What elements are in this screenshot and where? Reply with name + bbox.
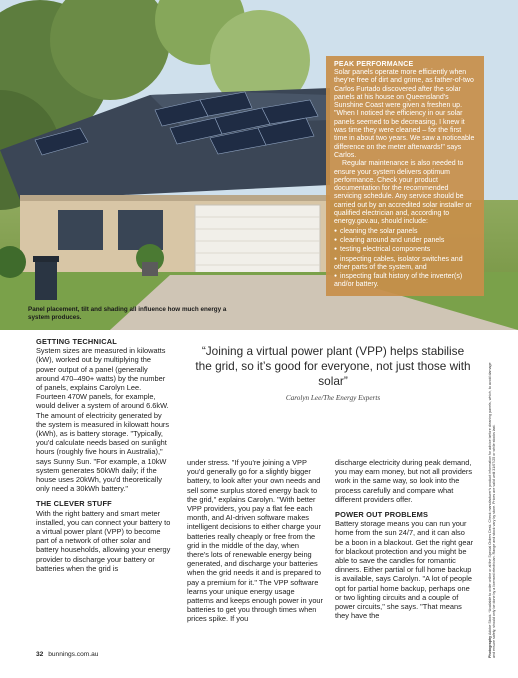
infobox-para-1: Solar panels operate more efficiently when they're free of dirt and grime, as father-of-two Carlos Furtado discovered after the solar panels at his house on Queensland's Sunshine Coast were given a freshen up. "When I noticed the efficiency in our solar panels seemed to be decreasing, I knew it was time they were cleaned – for the first time in about two years. We saw a noticeable difference on the meter afterwards!" says Carlos. <box>334 69 475 159</box>
page-footer <box>36 651 98 658</box>
list-item: ● inspecting cables, isolator switches and other parts of the system, and <box>334 255 476 273</box>
list-item: ● inspecting fault history of the inverter(s) and/or battery. <box>334 272 476 290</box>
credit-text: Adobe Stock. *Available to order online or at the Special Orders Desk. Check manufacturer's product information for advice before cleaning panels, which, to avoid damage and ensure safety, should only be done by a licensed electrician. Range and stock vary by store. Prices are valid until 31/07/25 or while stocks last. <box>488 362 497 658</box>
list-item: ● testing electrical components <box>334 245 476 254</box>
photo-caption: Panel placement, tilt and shading all influence how much energy a system produces. <box>28 306 227 321</box>
paragraph: under stress. "If you're joining a VPP you'd generally go for a slightly bigger battery, to look after your own needs and sell some surplus stored energy back to the grid," explains Carolyn. "With better VPP providers, you pay a flat fee each month, and AI-driven software makes intelligent decisions to either charge your batteries really cheaply or free from the grid in the middle of the day, when there's lots of renewable energy being generated, and discharge your batteries when the grid needs it and is prepared to pay a premium for it." The VPP software learns your unique energy usage patterns and keeps enough power in your batteries to get you through times when prices spike. If you <box>187 458 323 624</box>
pull-quote <box>194 344 472 402</box>
infobox-bullet-list <box>334 227 476 290</box>
pull-quote-attribution: Carolyn Lee/The Energy Experts <box>285 393 381 402</box>
paragraph: With the right battery and smart meter installed, you can connect your battery to a virtual power plant (VPP) to become part of a network of other solar and battery households, allowing your energy provider to discharge your battery or batteries when the grid is <box>36 508 171 573</box>
section-heading: GETTING TECHNICAL <box>36 337 117 346</box>
credit-label: Photography <box>488 635 492 658</box>
infobox-title: PEAK PERFORMANCE <box>334 61 414 68</box>
section-heading: THE CLEVER STUFF <box>36 499 112 509</box>
site-url: bunnings.com.au <box>48 651 99 658</box>
article-column-1 <box>36 337 171 573</box>
page-number: 32 <box>36 651 44 658</box>
section-heading: POWER OUT PROBLEMS <box>335 510 429 520</box>
photo-credit <box>488 358 497 658</box>
paragraph: System sizes are measured in kilowatts (kW), worked out by multiplying the power output of a panel (generally around 470–490+ watts) by the number of panels, explains Carolyn Lee. Fourteen 470W panels, for example, would deliver a system of around 6.6kW. The amount of electricity generated by the system is measured in kilowatt hours (kWh), as is battery storage. "Typically, you'd calculate needs based on sunlight hours (roughly five hours in Australia)," says Sunny Sun. "For example, a 10kW system generates 50kWh daily; if the house uses 20kWh, you'd theoretically only need a 30kWh battery." <box>36 346 170 494</box>
list-item: ● cleaning the solar panels <box>334 227 476 236</box>
peak-performance-box <box>326 56 484 296</box>
paragraph: Battery storage means you can run your home from the sun 24/7, and it can also be a boon in a blackout. Get the right gear for blackout protection and you might be able to save the candles for romantic dinners. Either partial or full home backup is available, says Carolyn. "A lot of people opt for partial home backup, perhaps one or two lighting circuits and a couple of power circuits," she says. "That means they have the <box>335 519 474 621</box>
pull-quote-text: “Joining a virtual power plant (VPP) helps stabilise the grid, so it’s good for everyone, not just those with solar” <box>195 344 471 389</box>
list-item: ● clearing around and under panels <box>334 236 476 245</box>
infobox-para-2: Regular maintenance is also needed to ensure your system delivers optimum performance. Check your product documentation for the recommended servicing schedule. Any service should be carried out by an accredited solar installer or qualified electrician and, according to energy.gov.au, should include: <box>334 160 472 226</box>
paragraph: discharge electricity during peak demand, you may earn money, but not all providers work in the same way, so look into the process carefully and compare what different providers offer. <box>335 458 473 504</box>
article-column-2 <box>187 458 323 624</box>
article-column-3 <box>335 458 475 620</box>
